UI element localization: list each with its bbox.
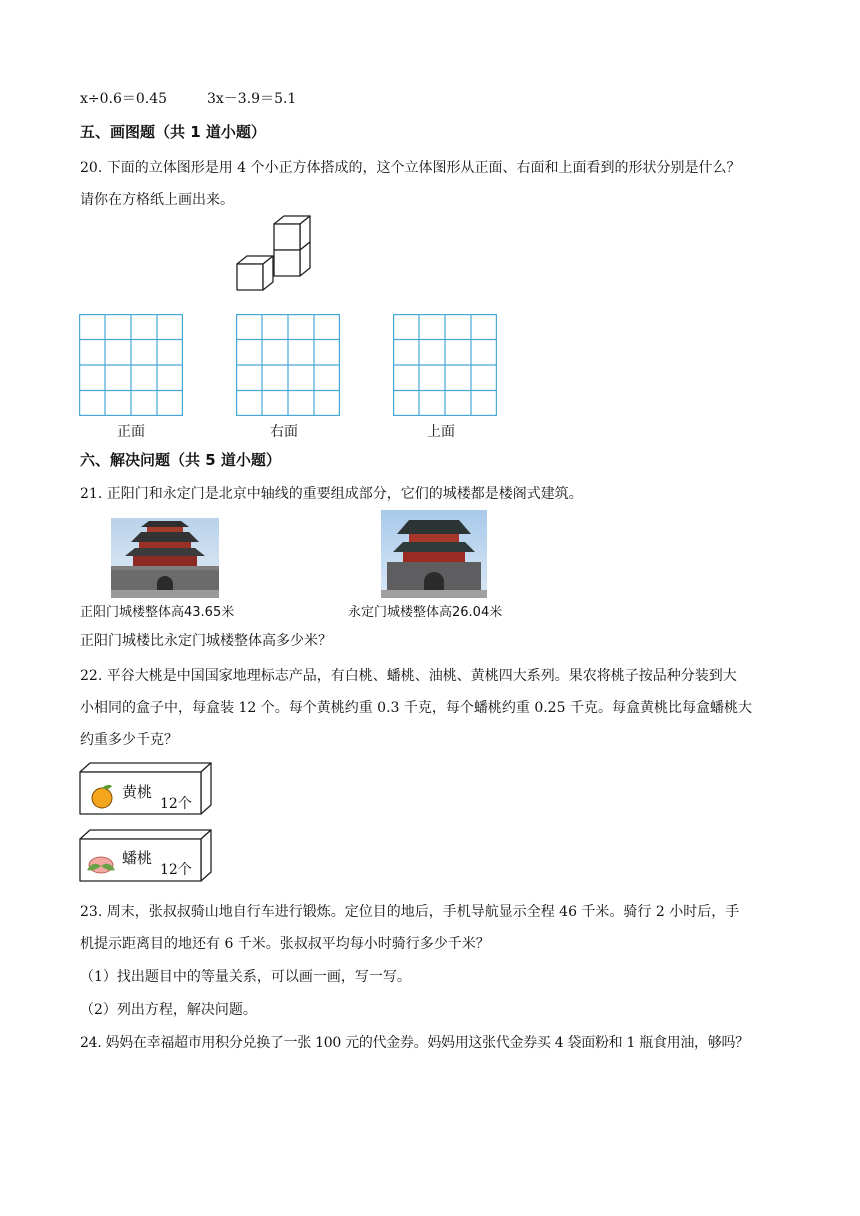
cube-stack-figure xyxy=(232,212,314,294)
grid-right-view[interactable] xyxy=(236,314,340,416)
flat-peach-icon xyxy=(84,848,118,878)
grid-top-view[interactable] xyxy=(393,314,497,416)
question-21-text: 21. 正阳门和永定门是北京中轴线的重要组成部分，它们的城楼都是楼阁式建筑。 xyxy=(80,486,583,502)
question-21-ask: 正阳门城楼比永定门城楼整体高多少米？ xyxy=(80,633,332,649)
flat-peach-count: 12个 xyxy=(160,862,192,878)
grid-front-view[interactable] xyxy=(79,314,183,416)
question-23-sub-2: （2）列出方程，解决问题。 xyxy=(80,1002,257,1018)
question-20-line-1: 20. 下面的立体图形是用 4 个小正方体搭成的，这个立体图形从正面、右面和上面看到的形状分别是什么？ xyxy=(80,160,741,176)
question-23-line-1: 23. 周末，张叔叔骑山地自行车进行锻炼。定位目的地后，手机导航显示全程 46 千米。骑行 2 小时后，手 xyxy=(80,904,740,920)
question-22-line-1: 22. 平谷大桃是中国国家地理标志产品，有白桃、蟠桃、油桃、黄桃四大系列。果农将桃子按品种分装到大 xyxy=(80,668,737,684)
yellow-peach-count: 12个 xyxy=(160,796,192,812)
yongdingmen-photo xyxy=(381,510,487,598)
grid-label-front: 正面 xyxy=(117,424,145,440)
question-22-line-2: 小相同的盒子中，每盒装 12 个。每个黄桃约重 0.3 千克，每个蟠桃约重 0.25 千克。每盒黄桃比每盒蟠桃大 xyxy=(80,700,752,716)
question-24-text: 24. 妈妈在幸福超市用积分兑换了一张 100 元的代金券。妈妈用这张代金券买 4 袋面粉和 1 瓶食用油，够吗？ xyxy=(80,1035,749,1051)
question-23-sub-1: （1）找出题目中的等量关系，可以画一画，写一写。 xyxy=(80,969,411,985)
question-20-line-2: 请你在方格纸上画出来。 xyxy=(80,192,234,208)
yellow-peach-label: 黄桃 xyxy=(122,783,153,801)
section-heading-problems: 六、解决问题（共 5 道小题） xyxy=(80,451,281,469)
zhengyangmen-photo xyxy=(111,518,219,598)
section-heading-drawing: 五、画图题（共 1 道小题） xyxy=(80,123,266,141)
equation-1: x÷0.6＝0.45 xyxy=(80,91,168,107)
zhengyangmen-caption: 正阳门城楼整体高43.65米 xyxy=(80,605,235,620)
question-22-line-3: 约重多少千克？ xyxy=(80,732,178,748)
flat-peach-label: 蟠桃 xyxy=(122,849,153,867)
yongdingmen-caption: 永定门城楼整体高26.04米 xyxy=(348,605,503,620)
equation-2: 3x－3.9＝5.1 xyxy=(207,91,297,107)
question-23-line-2: 机提示距离目的地还有 6 千米。张叔叔平均每小时骑行多少千米？ xyxy=(80,936,490,952)
grid-label-top: 上面 xyxy=(427,424,455,440)
yellow-peach-icon xyxy=(88,782,116,810)
grid-label-right: 右面 xyxy=(270,424,298,440)
